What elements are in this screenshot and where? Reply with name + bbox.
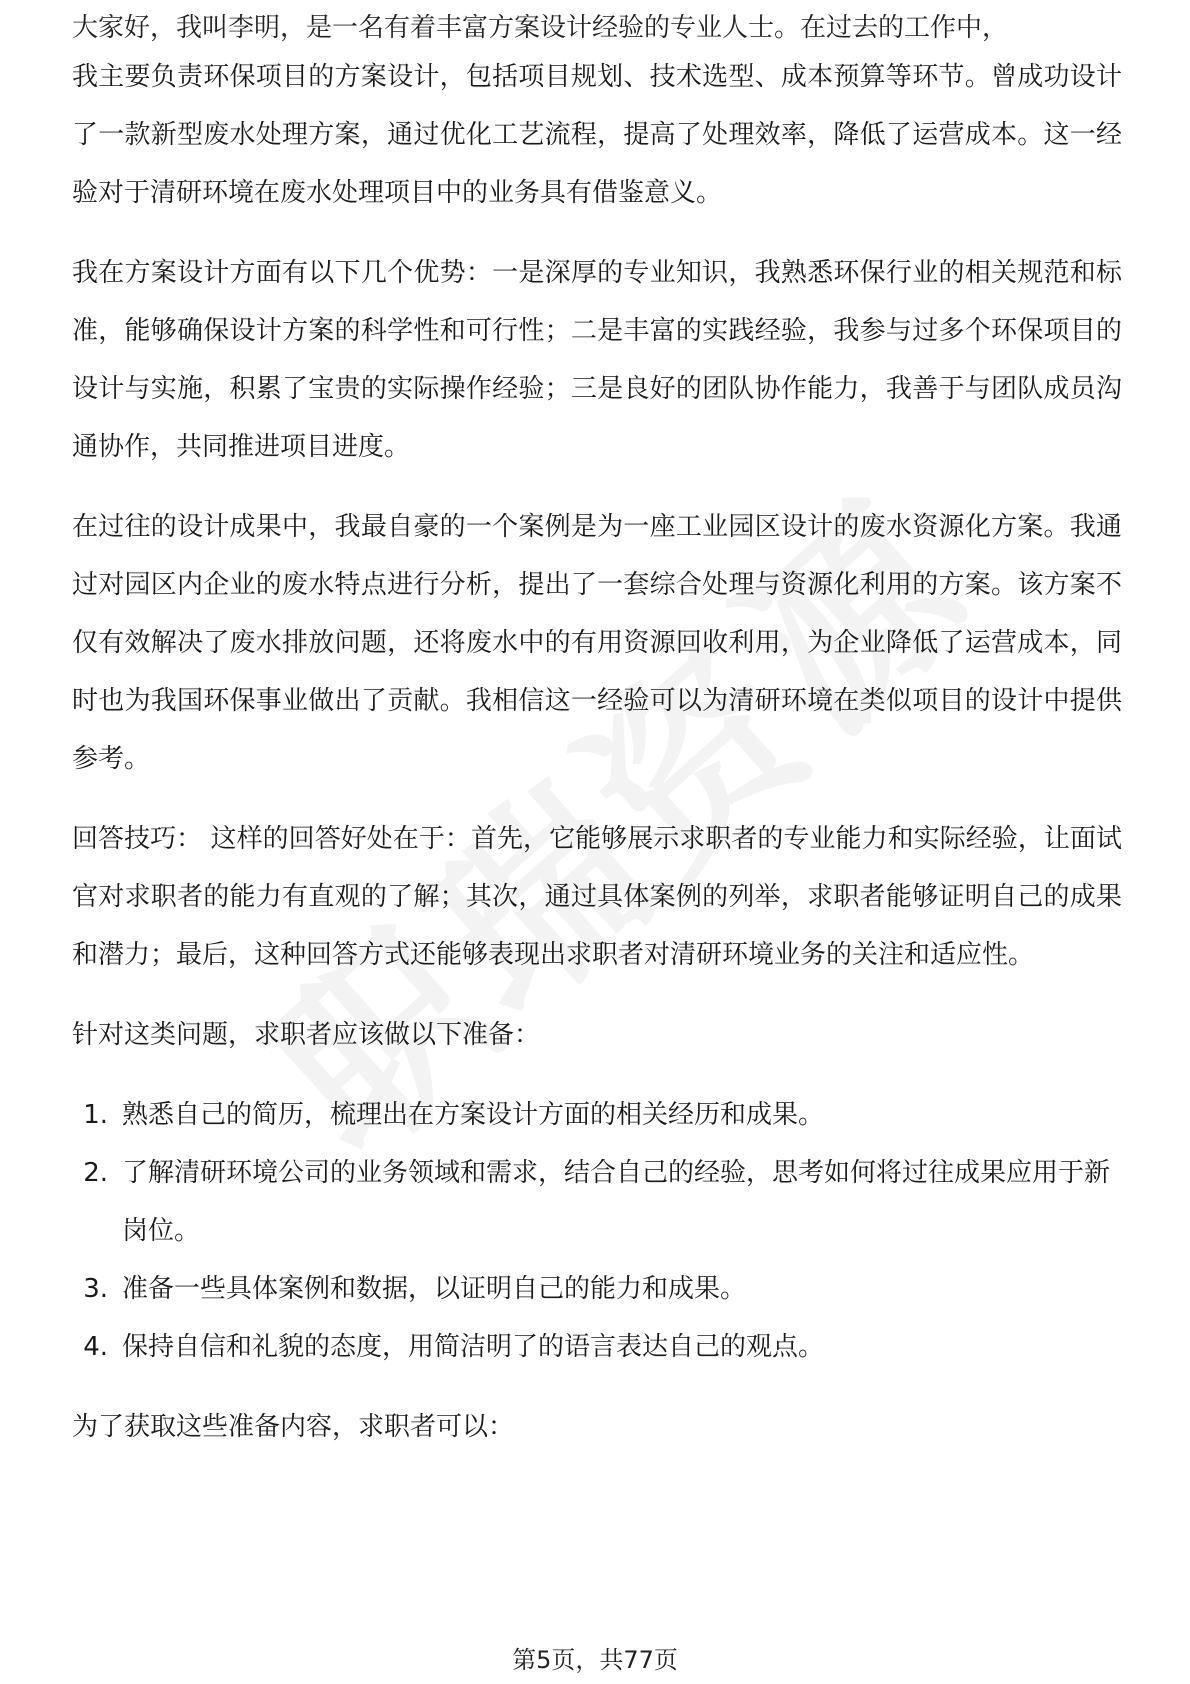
list-text: 保持自信和礼貌的态度，用简洁明了的语言表达自己的观点。 bbox=[122, 1332, 825, 1362]
paragraph-advantages: 我在方案设计方面有以下几个优势：一是深厚的专业知识，我熟悉环保行业的相关规范和标准，能够确保设计方案的科学性和可行性；二是丰富的实践经验，我参与过多个环保项目的设计与实施，积累了宝贵的实际操作经验；三是良好的团队协作能力，我善于与团队成员沟通协作，共同推进项目进度。 bbox=[72, 258, 1122, 462]
page-number: 第5页，共77页 bbox=[512, 1646, 678, 1674]
preparation-list bbox=[72, 1086, 1122, 1376]
cut-off-line: 大家好，我叫李明，是一名有着丰富方案设计经验的专业人士。在过去的工作中， bbox=[72, 14, 1009, 43]
paragraph-experience: 我主要负责环保项目的方案设计，包括项目规划、技术选型、成本预算等环节。曾成功设计了一款新型废水处理方案，通过优化工艺流程，提高了处理效率，降低了运营成本。这一经验对于清研环境在废水处理项目中的业务具有借鉴意义。 bbox=[72, 62, 1122, 208]
list-item bbox=[72, 1086, 1122, 1144]
paragraph-sources-intro: 为了获取这些准备内容，求职者可以： bbox=[72, 1412, 515, 1442]
list-number: 1. bbox=[83, 1100, 108, 1130]
paragraph-preparation-intro: 针对这类问题，求职者应该做以下准备： bbox=[72, 1020, 541, 1050]
list-item bbox=[72, 1144, 1122, 1260]
list-text: 了解清研环境公司的业务领域和需求，结合自己的经验，思考如何将过往成果应用于新岗位。 bbox=[122, 1158, 1111, 1246]
list-number: 2. bbox=[83, 1158, 108, 1188]
list-number: 4. bbox=[83, 1332, 108, 1362]
list-item bbox=[72, 1318, 1122, 1376]
paragraph-case: 在过往的设计成果中，我最自豪的一个案例是为一座工业园区设计的废水资源化方案。我通过对园区内企业的废水特点进行分析，提出了一套综合处理与资源化利用的方案。该方案不仅有效解决了废水排放问题，还将废水中的有用资源回收利用，为企业降低了运营成本，同时也为我国环保事业做出了贡献。我相信这一经验可以为清研环境在类似项目的设计中提供参考。 bbox=[72, 512, 1122, 774]
list-number: 3. bbox=[83, 1274, 108, 1304]
document-body bbox=[72, 14, 1122, 1478]
list-text: 准备一些具体案例和数据，以证明自己的能力和成果。 bbox=[122, 1274, 747, 1304]
paragraph-answer-tips: 回答技巧： 这样的回答好处在于：首先，它能够展示求职者的专业能力和实际经验，让面试官对求职者的能力有直观的了解；其次，通过具体案例的列举，求职者能够证明自己的成果和潜力；最后，这种回答方式还能够表现出求职者对清研环境业务的关注和适应性。 bbox=[72, 824, 1122, 970]
list-text: 熟悉自己的简历，梳理出在方案设计方面的相关经历和成果。 bbox=[122, 1100, 825, 1130]
list-item bbox=[72, 1260, 1122, 1318]
